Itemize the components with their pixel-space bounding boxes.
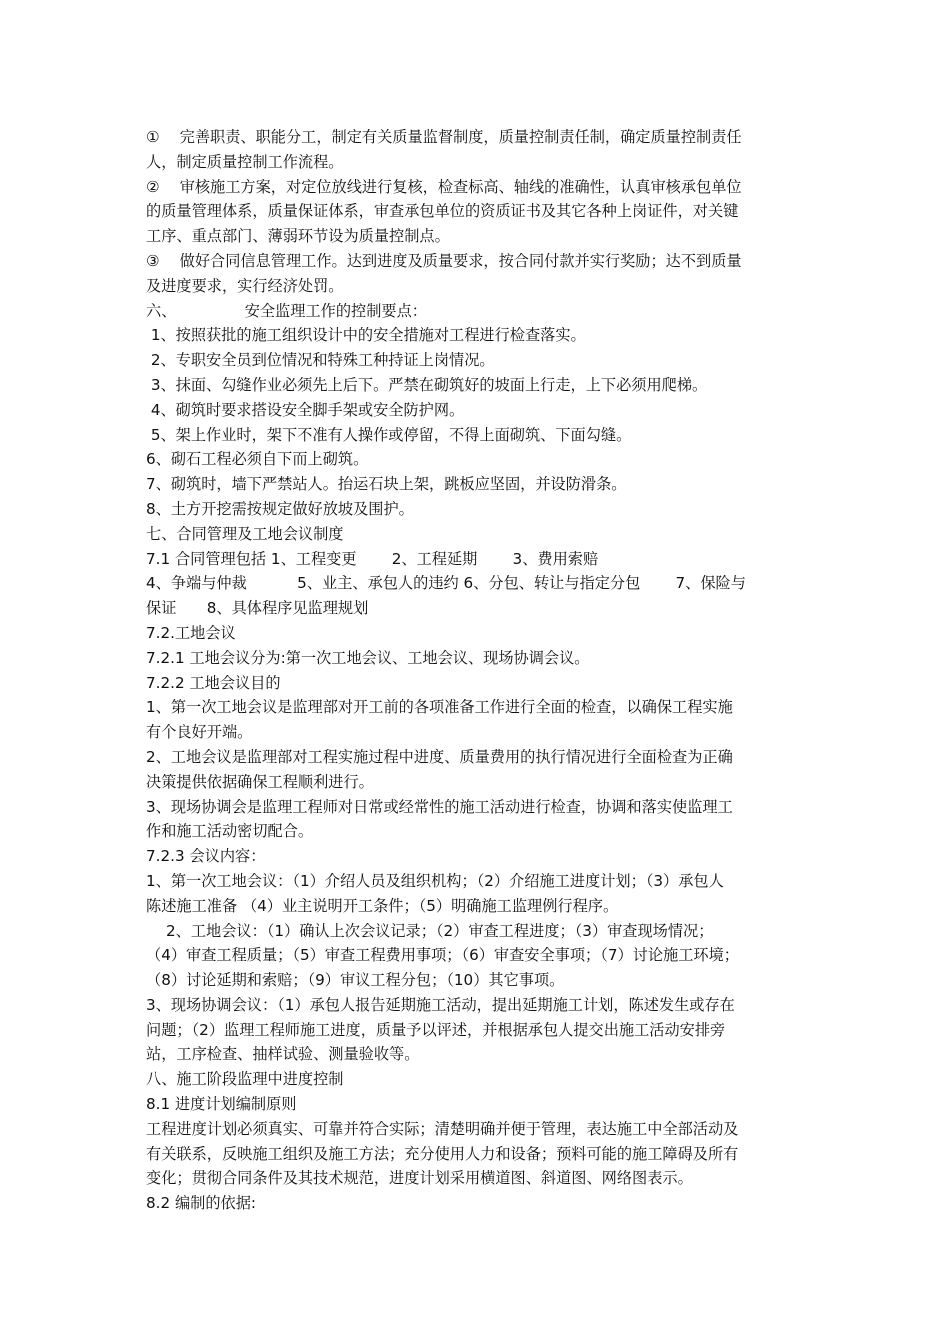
text-line: 决策提供依据确保工程顺利进行。 [146, 772, 374, 791]
text-line: 问题；（2）监理工程师施工进度，质量予以评述，并根据承包人提交出施工活动安排旁 [146, 1020, 726, 1039]
text-line: ① 完善职责、职能分工，制定有关质量监督制度，质量控制责任制，确定质量控制责任 [146, 128, 742, 146]
text-line: 作和施工活动密切配合。 [146, 822, 314, 841]
text-line: 有关联系，反映施工组织及施工方法；充分使用人力和设备；预料可能的施工障碍及所有 [146, 1144, 739, 1163]
subsection-heading: 8.1 进度计划编制原则 [146, 1095, 297, 1114]
subsection-heading: 7.2.2 工地会议目的 [146, 673, 281, 692]
subsection-heading: 7.2.3 会议内容： [146, 847, 266, 866]
text-line: 7.1 合同管理包括 1、工程变更 2、工程延期 3、费用索赔 [146, 549, 599, 568]
text-line: 站，工序检查、抽样试验、测量验收等。 [146, 1045, 420, 1064]
document-body [146, 125, 816, 1216]
text-line: 工序、重点部门、薄弱环节设为质量控制点。 [146, 227, 450, 246]
text-line: 人，制定质量控制工作流程。 [146, 152, 344, 171]
text-line: ③ 做好合同信息管理工作。达到进度及质量要求，按合同付款并实行奖励；达不到质量 [146, 251, 742, 270]
text-line: ② 审核施工方案，对定位放线进行复核，检查标高、轴线的准确性，认真审核承包单位 [146, 177, 742, 196]
text-line: 及进度要求，实行经济处罚。 [146, 276, 344, 295]
text-line: 3、抹面、勾缝作业必须先上后下。严禁在砌筑好的坡面上行走，上下必须用爬梯。 [146, 375, 708, 394]
text-line: 2、工地会议是监理部对工程实施过程中进度、质量费用的执行情况进行全面检查为正确 [146, 747, 733, 766]
text-line: 6、砌石工程必须自下而上砌筑。 [146, 450, 369, 469]
text-line: 3、现场协调会是监理工程师对日常或经常性的施工活动进行检查，协调和落实使监理工 [146, 797, 733, 816]
text-line: 工程进度计划必须真实、可靠并符合实际；清楚明确并便于管理，表达施工中全部活动及 [146, 1119, 739, 1138]
text-line: 变化；贯彻合同条件及其技术规范，进度计划采用横道图、斜道图、网络图表示。 [146, 1169, 693, 1188]
section-heading: 六、 安全监理工作的控制要点： [146, 301, 427, 320]
text-line: 1、第一次工地会议是监理部对开工前的各项准备工作进行全面的检查，以确保工程实施 [146, 698, 733, 717]
section-heading: 八、施工阶段监理中进度控制 [146, 1070, 344, 1089]
text-line: 5、架上作业时，架下不准有人操作或停留，不得上面砌筑、下面勾缝。 [146, 425, 632, 444]
text-line: 3、现场协调会议：（1）承包人报告延期施工活动，提出延期施工计划，陈述发生或存在 [146, 995, 735, 1014]
text-line: 7、砌筑时，墙下严禁站人。抬运石块上架，跳板应坚固，并设防滑条。 [146, 475, 627, 494]
text-line: 4、争端与仲裁 5、业主、承包人的违约 6、分包、转让与指定分包 7、保险与 [146, 574, 746, 593]
text-line: 有个良好开端。 [146, 723, 253, 742]
text-line: 8、土方开挖需按规定做好放坡及围护。 [146, 499, 414, 518]
text-line: 4、砌筑时要求搭设安全脚手架或安全防护网。 [146, 400, 465, 419]
subsection-heading: 8.2 编制的依据: [146, 1194, 257, 1213]
text-line: 陈述施工准备 （4）业主说明开工条件；（5）明确施工监理例行程序。 [146, 896, 619, 915]
text-line: 2、工地会议：（1）确认上次会议记录；（2）审查工程进度；（3）审查现场情况； [146, 921, 714, 940]
section-heading: 七、合同管理及工地会议制度 [146, 524, 344, 543]
text-line: 1、按照获批的施工组织设计中的安全措施对工程进行检查落实。 [146, 326, 586, 345]
text-line: 7.2.1 工地会议分为:第一次工地会议、工地会议、现场协调会议。 [146, 648, 590, 667]
text-line: （4）审查工程质量；（5）审查工程费用事项；（6）审查安全事项；（7）讨论施工环境； [146, 946, 739, 965]
text-line: 2、专职安全员到位情况和特殊工种持证上岗情况。 [146, 351, 495, 370]
text-line: 保证 8、具体程序见监理规划 [146, 599, 369, 618]
text-line: （8）讨论延期和索赔；（9）审议工程分包；（10）其它事项。 [146, 971, 565, 990]
text-line: 的质量管理体系，质量保证体系，审查承包单位的资质证书及其它各种上岗证件，对关键 [146, 202, 739, 221]
text-line: 1、第一次工地会议：（1）介绍人员及组织机构；（2）介绍施工进度计划；（3）承包人 [146, 871, 724, 890]
subsection-heading: 7.2.工地会议 [146, 623, 236, 642]
